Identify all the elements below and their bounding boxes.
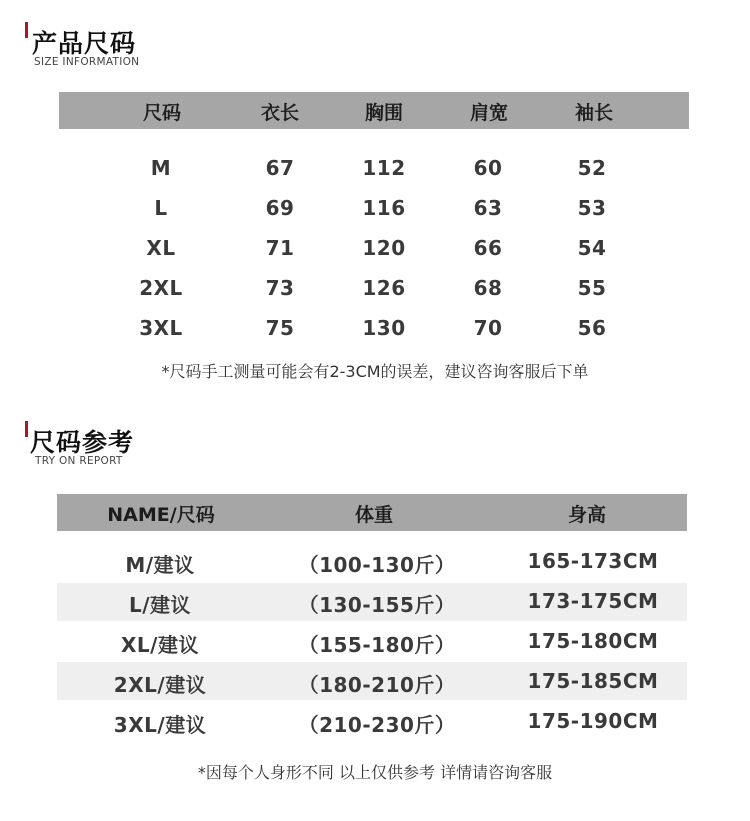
chest-cell: 126 <box>362 276 406 300</box>
size-note: *尺码手工测量可能会有2-3CM的误差，建议咨询客服后下单 <box>161 362 589 381</box>
ref-height-cell: 173-175CM <box>527 589 659 613</box>
shoulder-cell: 68 <box>473 276 503 300</box>
chest-cell: 120 <box>362 236 406 260</box>
ref-size-cell: XL/建议 <box>121 633 199 657</box>
size-cell: L <box>154 196 168 220</box>
ref-height-cell: 175-180CM <box>527 629 659 653</box>
accent-bar <box>25 421 28 437</box>
sleeve-cell: 52 <box>577 156 607 180</box>
ref-height-cell: 165-173CM <box>527 549 659 573</box>
chest-cell: 116 <box>362 196 406 220</box>
ref-height-cell: 175-190CM <box>527 709 659 733</box>
ref-weight-cell: （130-155斤） <box>298 593 456 617</box>
size-cell: M <box>150 156 172 180</box>
ref-weight-cell: （155-180斤） <box>298 633 456 657</box>
shoulder-cell: 70 <box>473 316 503 340</box>
length-cell: 75 <box>265 316 295 340</box>
ref-header-weight: 体重 <box>354 504 394 526</box>
chest-cell: 112 <box>362 156 406 180</box>
size-header-length: 衣长 <box>260 102 300 124</box>
size-cell: 3XL <box>139 316 183 340</box>
chest-cell: 130 <box>362 316 406 340</box>
size-header-sleeve: 袖长 <box>574 102 614 124</box>
sleeve-cell: 56 <box>577 316 607 340</box>
ref-header-name: NAME/尺码 <box>107 504 215 526</box>
ref-weight-cell: （180-210斤） <box>298 673 456 697</box>
length-cell: 69 <box>265 196 295 220</box>
length-cell: 71 <box>265 236 295 260</box>
length-cell: 73 <box>265 276 295 300</box>
ref-size-cell: M/建议 <box>125 553 195 577</box>
shoulder-cell: 66 <box>473 236 503 260</box>
ref-size-cell: L/建议 <box>128 593 192 617</box>
size-cell: 2XL <box>139 276 183 300</box>
size-section-subtitle: SIZE INFORMATION <box>34 56 140 68</box>
accent-bar <box>25 22 28 38</box>
size-cell: XL <box>146 236 176 260</box>
ref-height-cell: 175-185CM <box>527 669 659 693</box>
size-header-shoulder: 肩宽 <box>469 102 509 124</box>
length-cell: 67 <box>265 156 295 180</box>
shoulder-cell: 63 <box>473 196 503 220</box>
ref-note: *因每个人身形不同 以上仅供参考 详情请咨询客服 <box>197 763 553 782</box>
size-section-title: 产品尺码 <box>32 29 137 58</box>
shoulder-cell: 60 <box>473 156 503 180</box>
ref-section-subtitle: TRY ON REPORT <box>35 455 123 467</box>
ref-weight-cell: （210-230斤） <box>298 713 456 737</box>
ref-section-title: 尺码参考 <box>30 428 135 457</box>
ref-weight-cell: （100-130斤） <box>298 553 456 577</box>
size-header-chest: 胸围 <box>364 102 404 124</box>
ref-size-cell: 3XL/建议 <box>113 713 207 737</box>
ref-size-cell: 2XL/建议 <box>113 673 207 697</box>
sleeve-cell: 53 <box>577 196 607 220</box>
size-header-size: 尺码 <box>142 102 182 124</box>
sleeve-cell: 55 <box>577 276 607 300</box>
ref-header-height: 身高 <box>567 504 607 526</box>
sleeve-cell: 54 <box>577 236 607 260</box>
